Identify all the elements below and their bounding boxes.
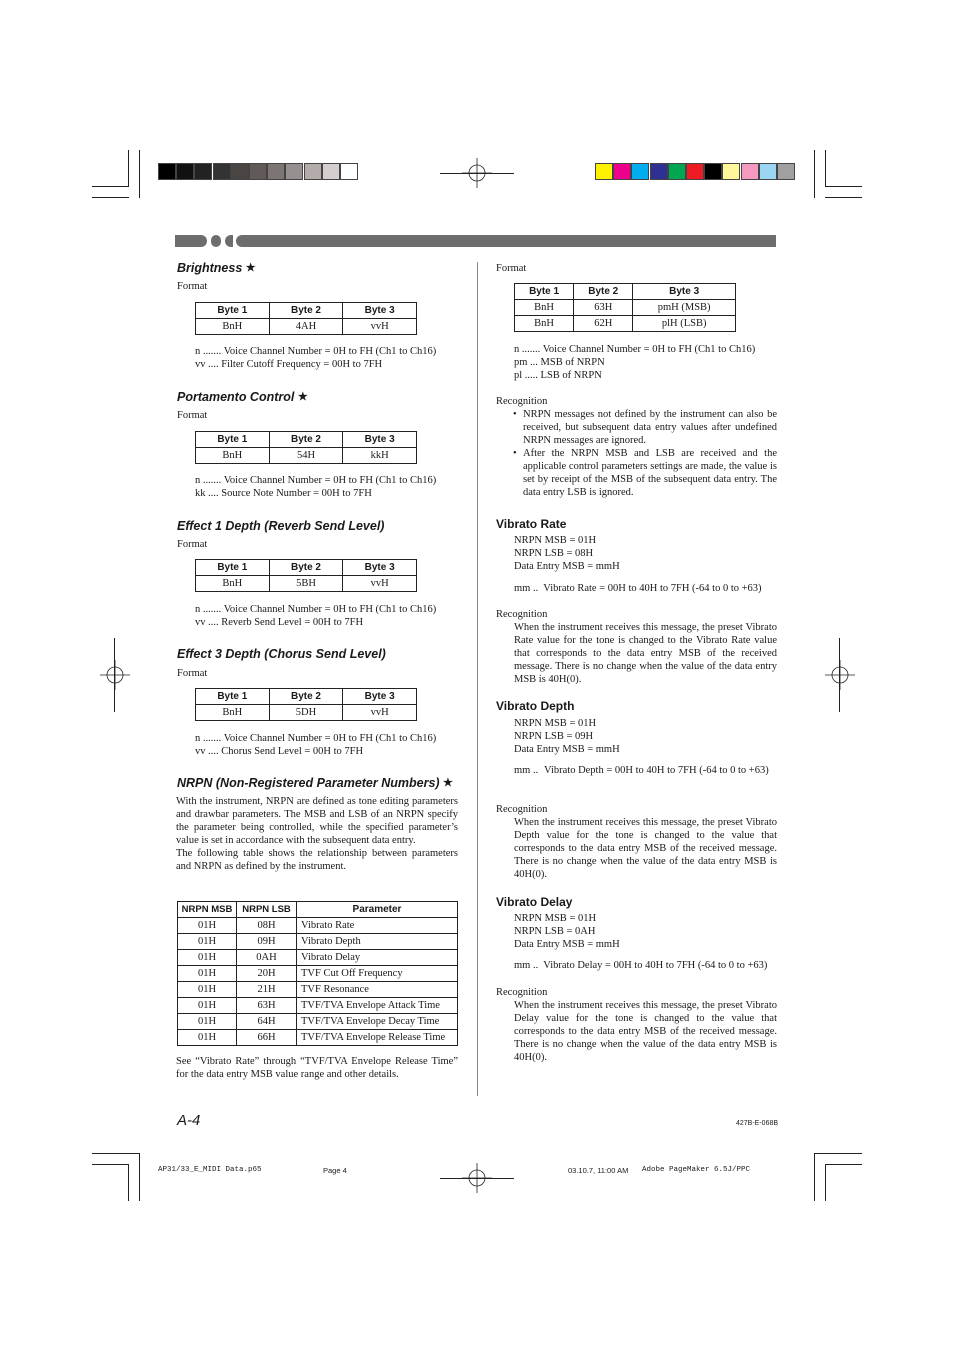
parameter-cell: TVF Resonance [297, 982, 458, 998]
gray-swatch [304, 163, 322, 180]
nrpn-footer: See “Vibrato Rate” through “TVF/TVA Envelope Release Time” for the data entry MSB value range and other details. [176, 1056, 458, 1080]
value-cell: 01H [178, 998, 237, 1014]
section-heading: Vibrato Delay [496, 895, 573, 909]
table-row [178, 950, 458, 966]
crop-mark [825, 1164, 826, 1201]
star-icon: ★ [297, 391, 308, 403]
crop-mark [114, 638, 115, 712]
recognition-label: Recognition [496, 804, 548, 815]
slug-date: 03.10.7, 11:00 AM [568, 1166, 629, 1175]
recognition-text: When the instrument receives this message, the preset Vibrato Rate value for the tone is changed to the Vibrato Rate value that corresponds to the data entry MSB of the received message. There is no change when the value of the data entry MSB is 40H(0). [514, 622, 777, 685]
column-divider [477, 262, 478, 1096]
mm-range: mm .. Vibrato Delay = 00H to 40H to 7FH (-64 to 0 to +63) [514, 960, 768, 971]
gray-swatch [267, 163, 285, 180]
section-heading: Effect 1 Depth (Reverb Send Level) [177, 519, 385, 533]
parameter-description: n ....... Voice Channel Number = 0H to FH (Ch1 to Ch16) kk .... Source Note Number = 00H to 7FH [195, 475, 437, 499]
gray-swatch [285, 163, 303, 180]
crop-mark [814, 150, 815, 198]
recognition-text: When the instrument receives this message, the preset Vibrato Delay value for the tone is changed to the value that corresponds to the data entry MSB of the received message. There is no change when the value of the data entry MSB is 40H(0). [514, 1000, 777, 1063]
color-swatch [595, 163, 613, 180]
nrpn-values: NRPN MSB = 01H NRPN LSB = 09H Data Entry MSB = mmH [514, 718, 620, 755]
nrpn-values: NRPN MSB = 01H NRPN LSB = 0AH Data Entry MSB = mmH [514, 913, 620, 950]
mm-range: mm .. Vibrato Rate = 00H to 40H to 7FH (-64 to 0 to +63) [514, 583, 762, 594]
color-swatch [722, 163, 740, 180]
table-row [178, 1030, 458, 1046]
color-swatch [668, 163, 686, 180]
value-cell: 01H [178, 1030, 237, 1046]
parameter-description: n ....... Voice Channel Number = 0H to FH (Ch1 to Ch16) vv .... Reverb Send Level = 00H to 7FH [195, 604, 437, 628]
gray-swatch [322, 163, 340, 180]
gray-swatch [176, 163, 194, 180]
crop-mark [440, 1178, 514, 1179]
header-bar-segment [211, 235, 221, 247]
section-heading: Brightness ★ [177, 261, 256, 275]
crop-mark [128, 150, 129, 187]
table-row [178, 1014, 458, 1030]
recognition-label: Recognition [496, 609, 548, 620]
color-swatch [741, 163, 759, 180]
star-icon: ★ [443, 777, 453, 789]
color-swatch [777, 163, 795, 180]
crop-mark [839, 638, 840, 712]
nrpn-table: NRPN MSB NRPN LSB Parameter 01H 08H Vibrato Rate 01H 09H Vibrato Depth 01H 0AH Vibrato Delay 01H 20H TVF Cut Off Frequency 01H 21H TVF Resonance 01H 63H TVF/TVA Envelope Attack Time 01H 64H TVF/TVA Envelope Decay Time 01H 66H TVF/TVA Envelope Release Time [177, 901, 458, 1046]
crop-mark [814, 1153, 862, 1154]
format-label: Format [177, 281, 208, 292]
gray-swatch [340, 163, 358, 180]
header-bar [175, 235, 776, 247]
crop-mark [825, 186, 862, 187]
format-table: Byte 1 Byte 2 Byte 3 BnH 5DH vvH [195, 688, 417, 721]
crop-mark [139, 1153, 140, 1201]
section-heading: Vibrato Rate [496, 517, 567, 531]
crop-mark [440, 173, 514, 174]
parameter-description: n ....... Voice Channel Number = 0H to FH (Ch1 to Ch16) vv .... Chorus Send Level = 00H to 7FH [195, 733, 437, 757]
value-cell: 01H [178, 918, 237, 934]
section-heading: Effect 3 Depth (Chorus Send Level) [177, 647, 386, 661]
crop-mark [128, 1164, 129, 1201]
crop-mark [825, 1164, 862, 1165]
crop-mark [92, 1164, 129, 1165]
nrpn-values: NRPN MSB = 01H NRPN LSB = 08H Data Entry MSB = mmH [514, 535, 620, 572]
gray-swatch [158, 163, 176, 180]
parameter-cell: Vibrato Depth [297, 934, 458, 950]
crop-mark [825, 150, 826, 187]
slug-app: Adobe PageMaker 6.5J/PPC [642, 1166, 751, 1174]
slug-page: Page 4 [323, 1166, 347, 1175]
table-row [178, 934, 458, 950]
value-cell: 08H [237, 918, 297, 934]
nrpn-intro: With the instrument, NRPN are defined as tone editing parameters and drawbar parameters. The MSB and LSB of an NRPN specify the parameter being controlled, while the specified parameter’s value is set in accordance with the subsequent data entry. The following table shows the relationship between parameters and NRPN as defined by the instrument. [176, 796, 458, 872]
format-table: Byte 1 Byte 2 Byte 3 BnH 4AH vvH [195, 302, 417, 335]
section-heading: NRPN (Non-Registered Parameter Numbers) ★ [177, 776, 453, 790]
value-cell: 01H [178, 934, 237, 950]
value-cell: 0AH [237, 950, 297, 966]
gray-swatch [213, 163, 231, 180]
color-swatch [759, 163, 777, 180]
parameter-cell: Vibrato Rate [297, 918, 458, 934]
section-heading: Portamento Control ★ [177, 390, 308, 404]
format-table: Byte 1 Byte 2 Byte 3 BnH 5BH vvH [195, 559, 417, 592]
value-cell: 09H [237, 934, 297, 950]
bullet-icon: • [513, 448, 517, 459]
table-row [178, 982, 458, 998]
color-swatch [650, 163, 668, 180]
parameter-cell: TVF/TVA Envelope Attack Time [297, 998, 458, 1014]
color-swatch [613, 163, 631, 180]
crop-mark [92, 1153, 140, 1154]
recognition-label: Recognition [496, 987, 548, 998]
parameter-cell: TVF Cut Off Frequency [297, 966, 458, 982]
gray-swatch [194, 163, 212, 180]
parameter-cell: TVF/TVA Envelope Release Time [297, 1030, 458, 1046]
format-label: Format [496, 263, 527, 274]
registration-mark-icon [100, 660, 130, 690]
star-icon: ★ [245, 262, 256, 274]
value-cell: 01H [178, 950, 237, 966]
page-number: A-4 [177, 1112, 201, 1129]
bullet-icon: • [513, 409, 517, 420]
header-bar-segment [236, 235, 776, 247]
value-cell: 63H [237, 998, 297, 1014]
parameter-description: n ....... Voice Channel Number = 0H to FH (Ch1 to Ch16) vv .... Filter Cutoff Frequency = 00H to 7FH [195, 346, 437, 370]
header-bar-segment [225, 235, 233, 247]
value-cell: 01H [178, 966, 237, 982]
value-cell: 21H [237, 982, 297, 998]
crop-mark [814, 1153, 815, 1201]
value-cell: 01H [178, 982, 237, 998]
format-table: Byte 1 Byte 2 Byte 3 BnH 63H pmH (MSB) BnH 62H plH (LSB) [514, 283, 736, 332]
table-row [178, 966, 458, 982]
gray-swatch [249, 163, 267, 180]
value-cell: 64H [237, 1014, 297, 1030]
format-label: Format [177, 668, 208, 679]
table-row [178, 918, 458, 934]
format-label: Format [177, 410, 208, 421]
color-swatch [686, 163, 704, 180]
mm-range: mm .. Vibrato Depth = 00H to 40H to 7FH (-64 to 0 to +63) [514, 765, 769, 776]
color-swatch [631, 163, 649, 180]
section-heading: Vibrato Depth [496, 699, 575, 713]
table-row [178, 998, 458, 1014]
crop-mark [139, 150, 140, 198]
recognition-bullets: • NRPN messages not defined by the instrument can also be received, but subsequent data entry values after undefined NRPN messages are ignored. • After the NRPN MSB and LSB are received and the applicable control parameters settings are made, the value is set by receipt of the MSB of the subsequent data entry. The data entry LSB is ignored. [513, 409, 777, 498]
parameter-description: n ....... Voice Channel Number = 0H to FH (Ch1 to Ch16) pm ... MSB of NRPN pl ..... LSB of NRPN [514, 344, 756, 381]
recognition-text: When the instrument receives this message, the preset Vibrato Depth value for the tone is changed to the value that corresponds to the data entry MSB of the received message. There is no change when the value of the data entry MSB is 40H(0). [514, 817, 777, 880]
gray-swatch [231, 163, 249, 180]
crop-mark [92, 186, 129, 187]
value-cell: 20H [237, 966, 297, 982]
registration-mark-icon [825, 660, 855, 690]
value-cell: 01H [178, 1014, 237, 1030]
crop-mark [825, 197, 862, 198]
format-label: Format [177, 539, 208, 550]
slug-file: AP31/33_E_MIDI Data.p65 [158, 1166, 262, 1174]
parameter-cell: TVF/TVA Envelope Decay Time [297, 1014, 458, 1030]
document-code: 427B-E-068B [736, 1120, 779, 1127]
recognition-label: Recognition [496, 396, 548, 407]
crop-mark [92, 197, 129, 198]
format-table: Byte 1 Byte 2 Byte 3 BnH 54H kkH [195, 431, 417, 464]
header-bar-segment [175, 235, 207, 247]
color-swatch [704, 163, 722, 180]
value-cell: 66H [237, 1030, 297, 1046]
parameter-cell: Vibrato Delay [297, 950, 458, 966]
